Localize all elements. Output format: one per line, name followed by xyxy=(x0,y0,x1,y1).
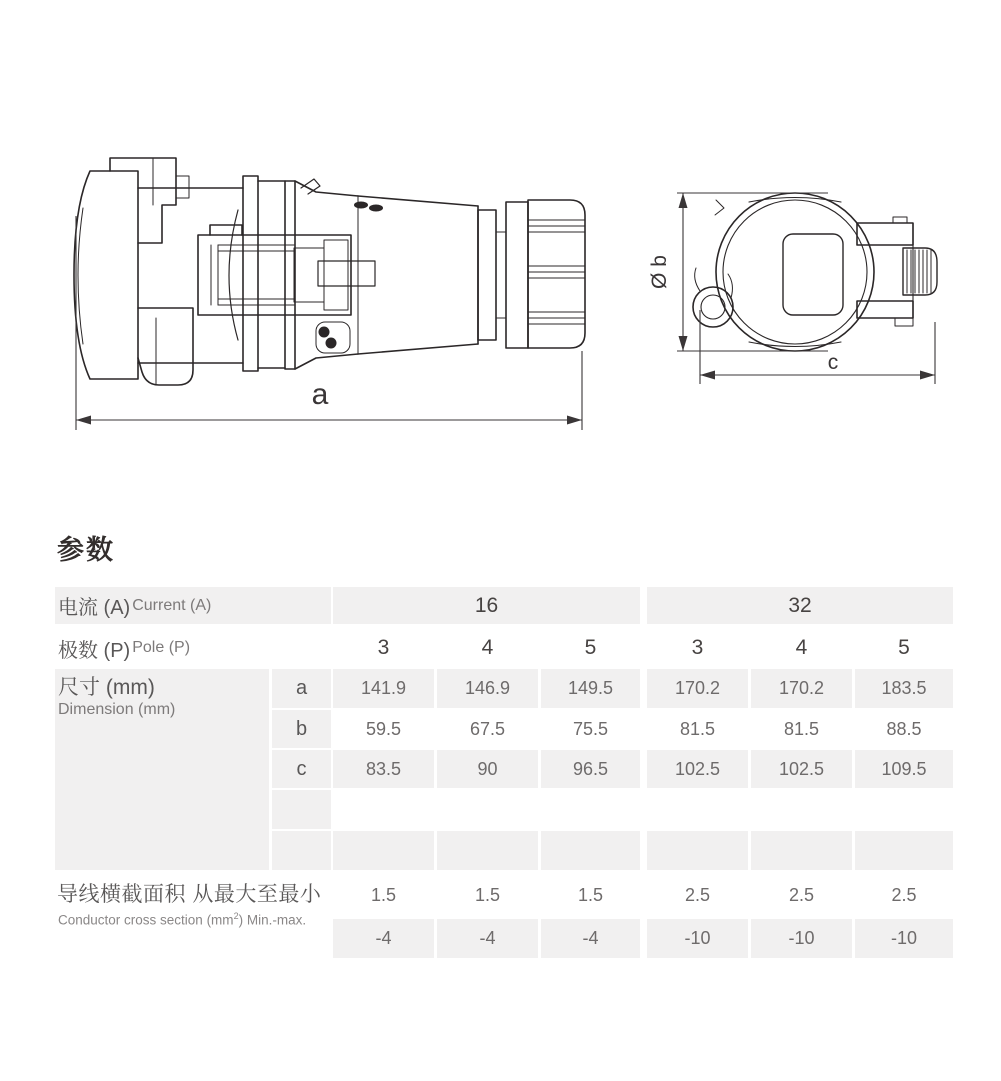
dim-a-value: 183.5 xyxy=(855,669,953,708)
gland-nut xyxy=(528,200,585,348)
current-label-en: Current (A) xyxy=(132,596,212,614)
arrowhead-left xyxy=(700,371,715,380)
arrowhead-down xyxy=(679,336,688,351)
pole-row-label xyxy=(55,629,331,667)
conductor-max-value: -4 xyxy=(333,919,434,958)
hinge-ring xyxy=(693,287,733,327)
dim-a-label: a xyxy=(311,378,329,411)
empty-cell xyxy=(751,831,852,870)
flange-ring xyxy=(243,176,258,371)
dim-a-value: 149.5 xyxy=(541,669,640,708)
dim-b-value: 59.5 xyxy=(365,718,402,739)
empty-cell xyxy=(437,831,538,870)
cap-outline xyxy=(74,171,138,379)
empty-cell xyxy=(333,831,434,870)
screw-dot xyxy=(326,338,337,349)
dim-b-value: 81.5 xyxy=(783,718,820,739)
bottom-lug xyxy=(138,308,193,385)
parameters-table xyxy=(55,587,953,958)
conductor-label-zh: 导线横截面积 从最大至最小 xyxy=(57,883,322,906)
conductor-min-value: 2.5 xyxy=(788,885,815,905)
dim-a-value: 170.2 xyxy=(751,669,852,708)
conductor-min-value: 1.5 xyxy=(370,885,397,905)
current-group-32: 32 xyxy=(647,587,953,624)
dim-a-value: 141.9 xyxy=(333,669,434,708)
empty-cell xyxy=(647,831,748,870)
dim-c-value: 102.5 xyxy=(751,750,852,788)
arrowhead-right xyxy=(567,416,582,425)
dim-b-value: 81.5 xyxy=(679,718,716,739)
arrowhead-right xyxy=(920,371,935,380)
dim-a-value: 170.2 xyxy=(647,669,748,708)
empty-cell xyxy=(855,831,953,870)
connector-side-view-drawing xyxy=(58,148,598,448)
dim-b-value: 88.5 xyxy=(886,718,922,739)
dimension-label-zh: 尺寸 (mm) xyxy=(58,676,155,699)
dimension-row-label xyxy=(55,669,269,870)
dimension-label-en: Dimension (mm) xyxy=(58,701,176,718)
conductor-max-value: -4 xyxy=(541,919,640,958)
empty-sub-cell xyxy=(272,831,331,870)
pole-label-en: Pole (P) xyxy=(132,639,191,656)
pole-value: 4 xyxy=(481,636,494,659)
conductor-max-value: -4 xyxy=(437,919,538,958)
pole-value: 4 xyxy=(795,636,808,659)
current-label-zh: 电流 (A) xyxy=(58,597,131,619)
current-group-16: 16 xyxy=(333,587,640,624)
conductor-max-value: -10 xyxy=(855,919,953,958)
screw-dot xyxy=(319,327,330,338)
dim-a-value: 146.9 xyxy=(437,669,538,708)
pole-value: 5 xyxy=(584,636,597,659)
dim-c-label: c xyxy=(827,351,839,374)
dim-b-value: 67.5 xyxy=(469,718,506,739)
dim-b-label: Ø b xyxy=(648,255,671,289)
pole-value: 5 xyxy=(898,636,910,659)
pole-value: 3 xyxy=(691,636,704,659)
conductor-label-en: Conductor cross section $(mm^2)$ Min.-max. xyxy=(58,911,307,928)
dim-key-a: a xyxy=(272,669,331,708)
conductor-max-value: -10 xyxy=(751,919,852,958)
dim-key-b: b xyxy=(272,710,331,748)
conductor-min-value: 2.5 xyxy=(891,885,917,905)
handle-cutout xyxy=(318,261,375,286)
current-row-label xyxy=(55,587,331,624)
dim-c-value: 96.5 xyxy=(541,750,640,788)
pole-value: 3 xyxy=(377,636,390,659)
dim-c-value: 83.5 xyxy=(333,750,434,788)
dim-key-c: c xyxy=(272,750,331,788)
pole-label-zh: 极数 (P) xyxy=(58,639,131,662)
latch-arm-top xyxy=(857,223,913,245)
empty-cell xyxy=(541,831,640,870)
arrowhead-up xyxy=(679,193,688,208)
socket-mouth-arc xyxy=(229,210,238,340)
conductor-min-value: 1.5 xyxy=(577,885,604,905)
conductor-min-value: 1.5 xyxy=(474,885,501,905)
latch-gland xyxy=(903,248,937,295)
arrowhead-left xyxy=(76,416,91,425)
body-circle xyxy=(716,193,874,351)
conductor-row-label xyxy=(55,874,331,958)
section-title: 参数 xyxy=(57,535,115,565)
dim-b-value: 75.5 xyxy=(572,718,609,739)
dim-c-value: 109.5 xyxy=(855,750,953,788)
dim-c-value: 102.5 xyxy=(647,750,748,788)
conductor-max-value: -10 xyxy=(647,919,748,958)
conductor-min-value: 2.5 xyxy=(684,885,711,905)
latch-housing xyxy=(198,235,351,315)
connector-front-view-drawing xyxy=(645,172,975,402)
empty-sub-cell xyxy=(272,790,331,829)
lid-window xyxy=(783,234,843,315)
dim-c-value: 90 xyxy=(437,750,538,788)
